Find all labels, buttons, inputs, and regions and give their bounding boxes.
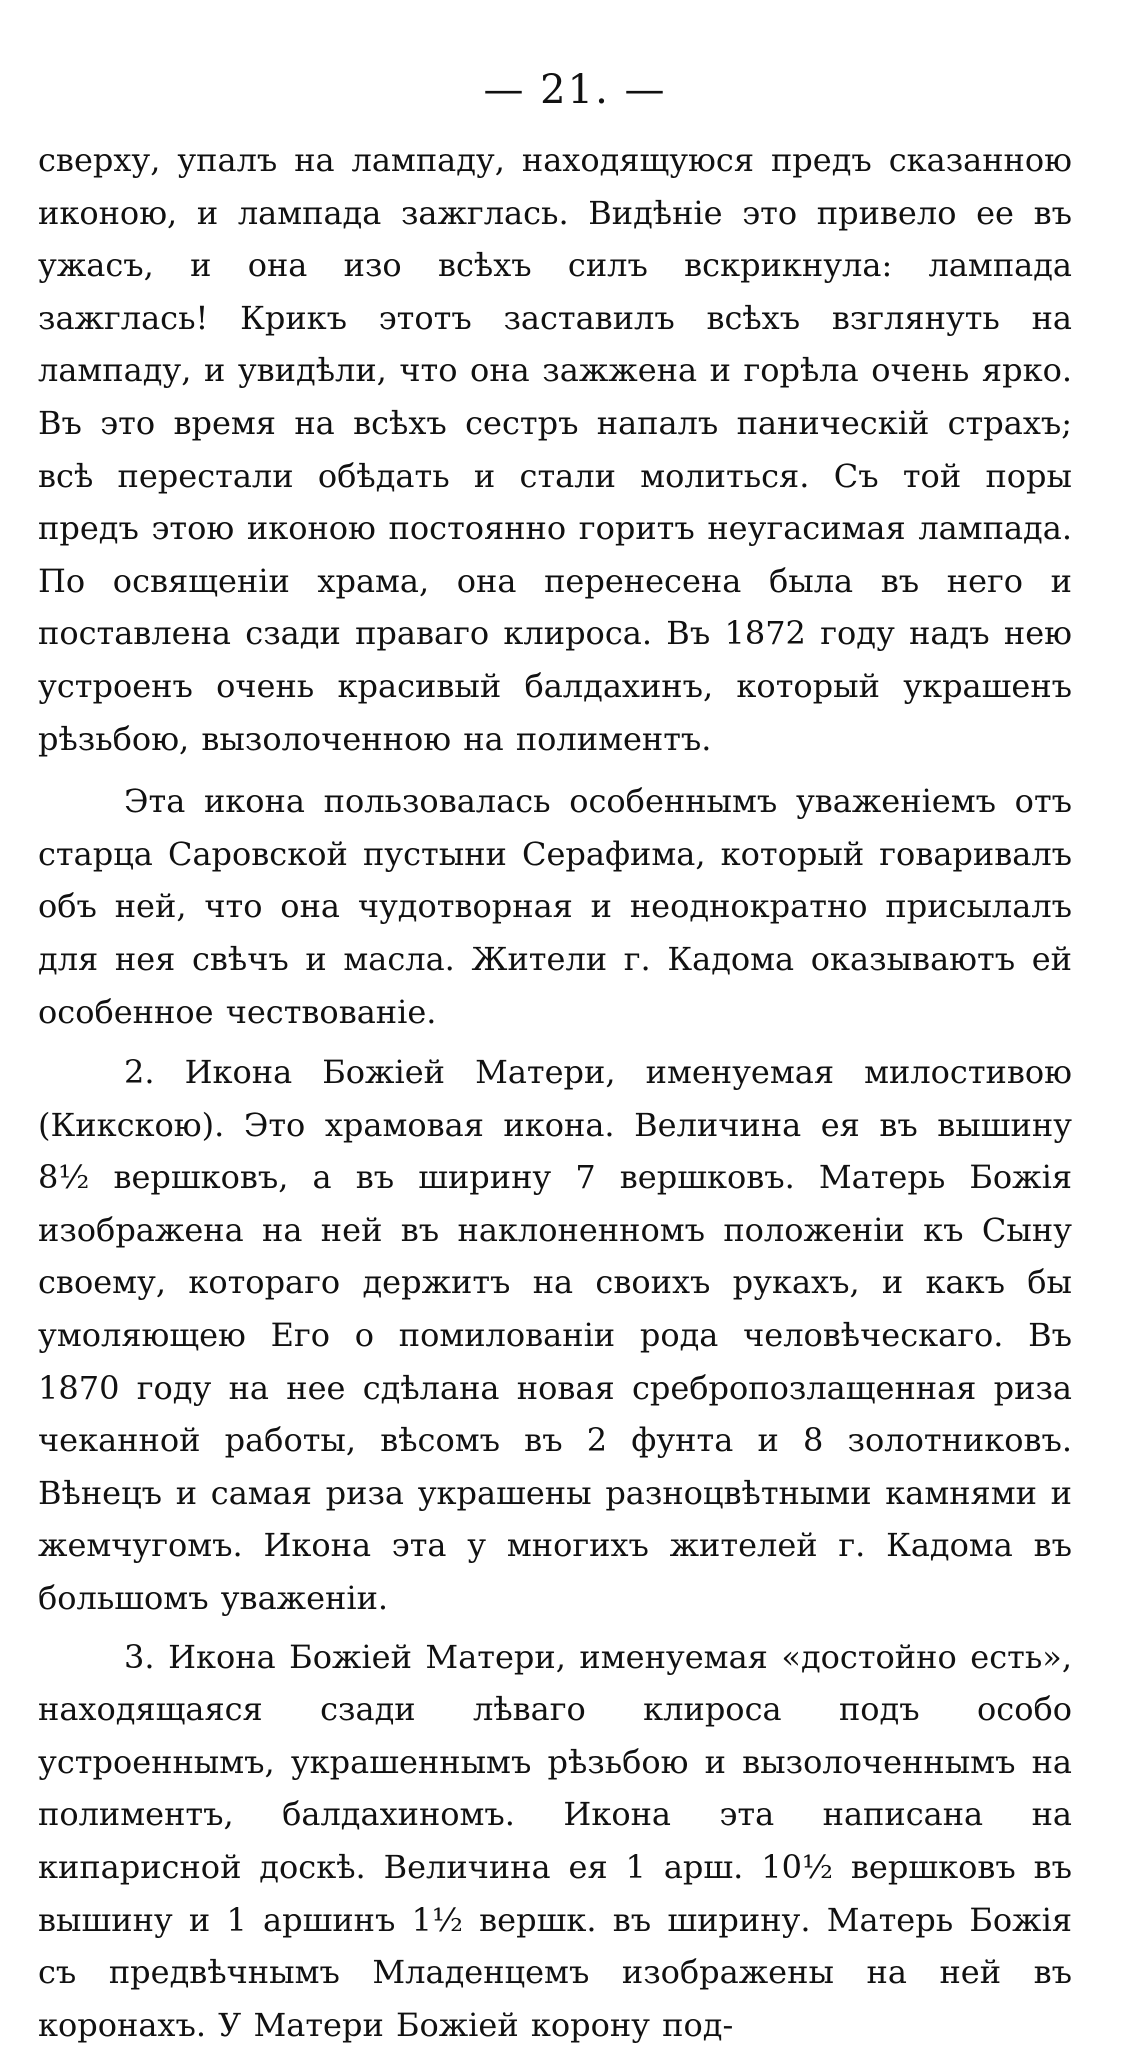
- paragraph-seraphim-veneration: Эта икона пользовалась особеннымъ уваженіемъ отъ старца Саровской пустыни Серафима, который говаривалъ объ ней, что она чудотворная и неоднократно присылалъ для нея свѣчъ и масла. Жители г. Кадома оказываютъ ей особенное чествованіе.: [38, 782, 1072, 1031]
- paragraph-icon-3-dostoyno-est: 3. Икона Божіей Матери, именуемая «достойно есть», находящаяся сзади лѣваго клироса подъ особо устроеннымъ, украшеннымъ рѣзьбою и вызолоченнымъ на полиментъ, балдахиномъ. Икона эта написана на кипарисной доскѣ. Величина ея 1 арш. 10½ вершковъ въ вышину и 1 аршинъ 1½ вершк. въ ширину. Матерь Божія съ предвѣчнымъ Младенцемъ изображены на ней въ коронахъ. У Матери Божіей корону под-: [38, 1637, 1072, 2044]
- paragraph-lamp-story: сверху, упалъ на лампаду, находящуюся предъ сказанною иконою, и лампада зажглась. Видѣніе это привело ее въ ужасъ, и она изо всѣхъ силъ вскрикнула: лампада зажглась! Крикъ этотъ заставилъ всѣхъ взглянуть на лампаду, и увидѣли, что она зажжена и горѣла очень ярко. Въ это время на всѣхъ сестръ напалъ паническій страхъ; всѣ перестали обѣдать и стали молиться. Съ той поры предъ этою иконою постоянно горитъ неугасимая лампада. По освященіи храма, она перенесена была въ него и поставлена сзади праваго клироса. Въ 1872 году надъ нею устроенъ очень красивый балдахинъ, который украшенъ рѣзьбою, вызолоченною на полиментъ.: [38, 141, 1072, 758]
- page-number: — 21. —: [483, 67, 667, 113]
- paragraph-icon-2-merciful: 2. Икона Божіей Матери, именуемая милостивою (Кикскою). Это храмовая икона. Величина ея въ вышину 8½ вершковъ, а въ ширину 7 вершковъ. Матерь Божія изображена на ней въ наклоненномъ положеніи къ Сыну своему, котораго держитъ на своихъ рукахъ, и какъ бы умоляющею Его о помилованіи рода человѣческаго. Въ 1870 году на нее сдѣлана новая сребропозлащенная риза чеканной работы, вѣсомъ въ 2 фунта и 8 золотниковъ. Вѣнецъ и самая риза украшены разноцвѣтными камнями и жемчугомъ. Икона эта у многихъ жителей г. Кадома въ большомъ уваженіи.: [38, 1053, 1072, 1618]
